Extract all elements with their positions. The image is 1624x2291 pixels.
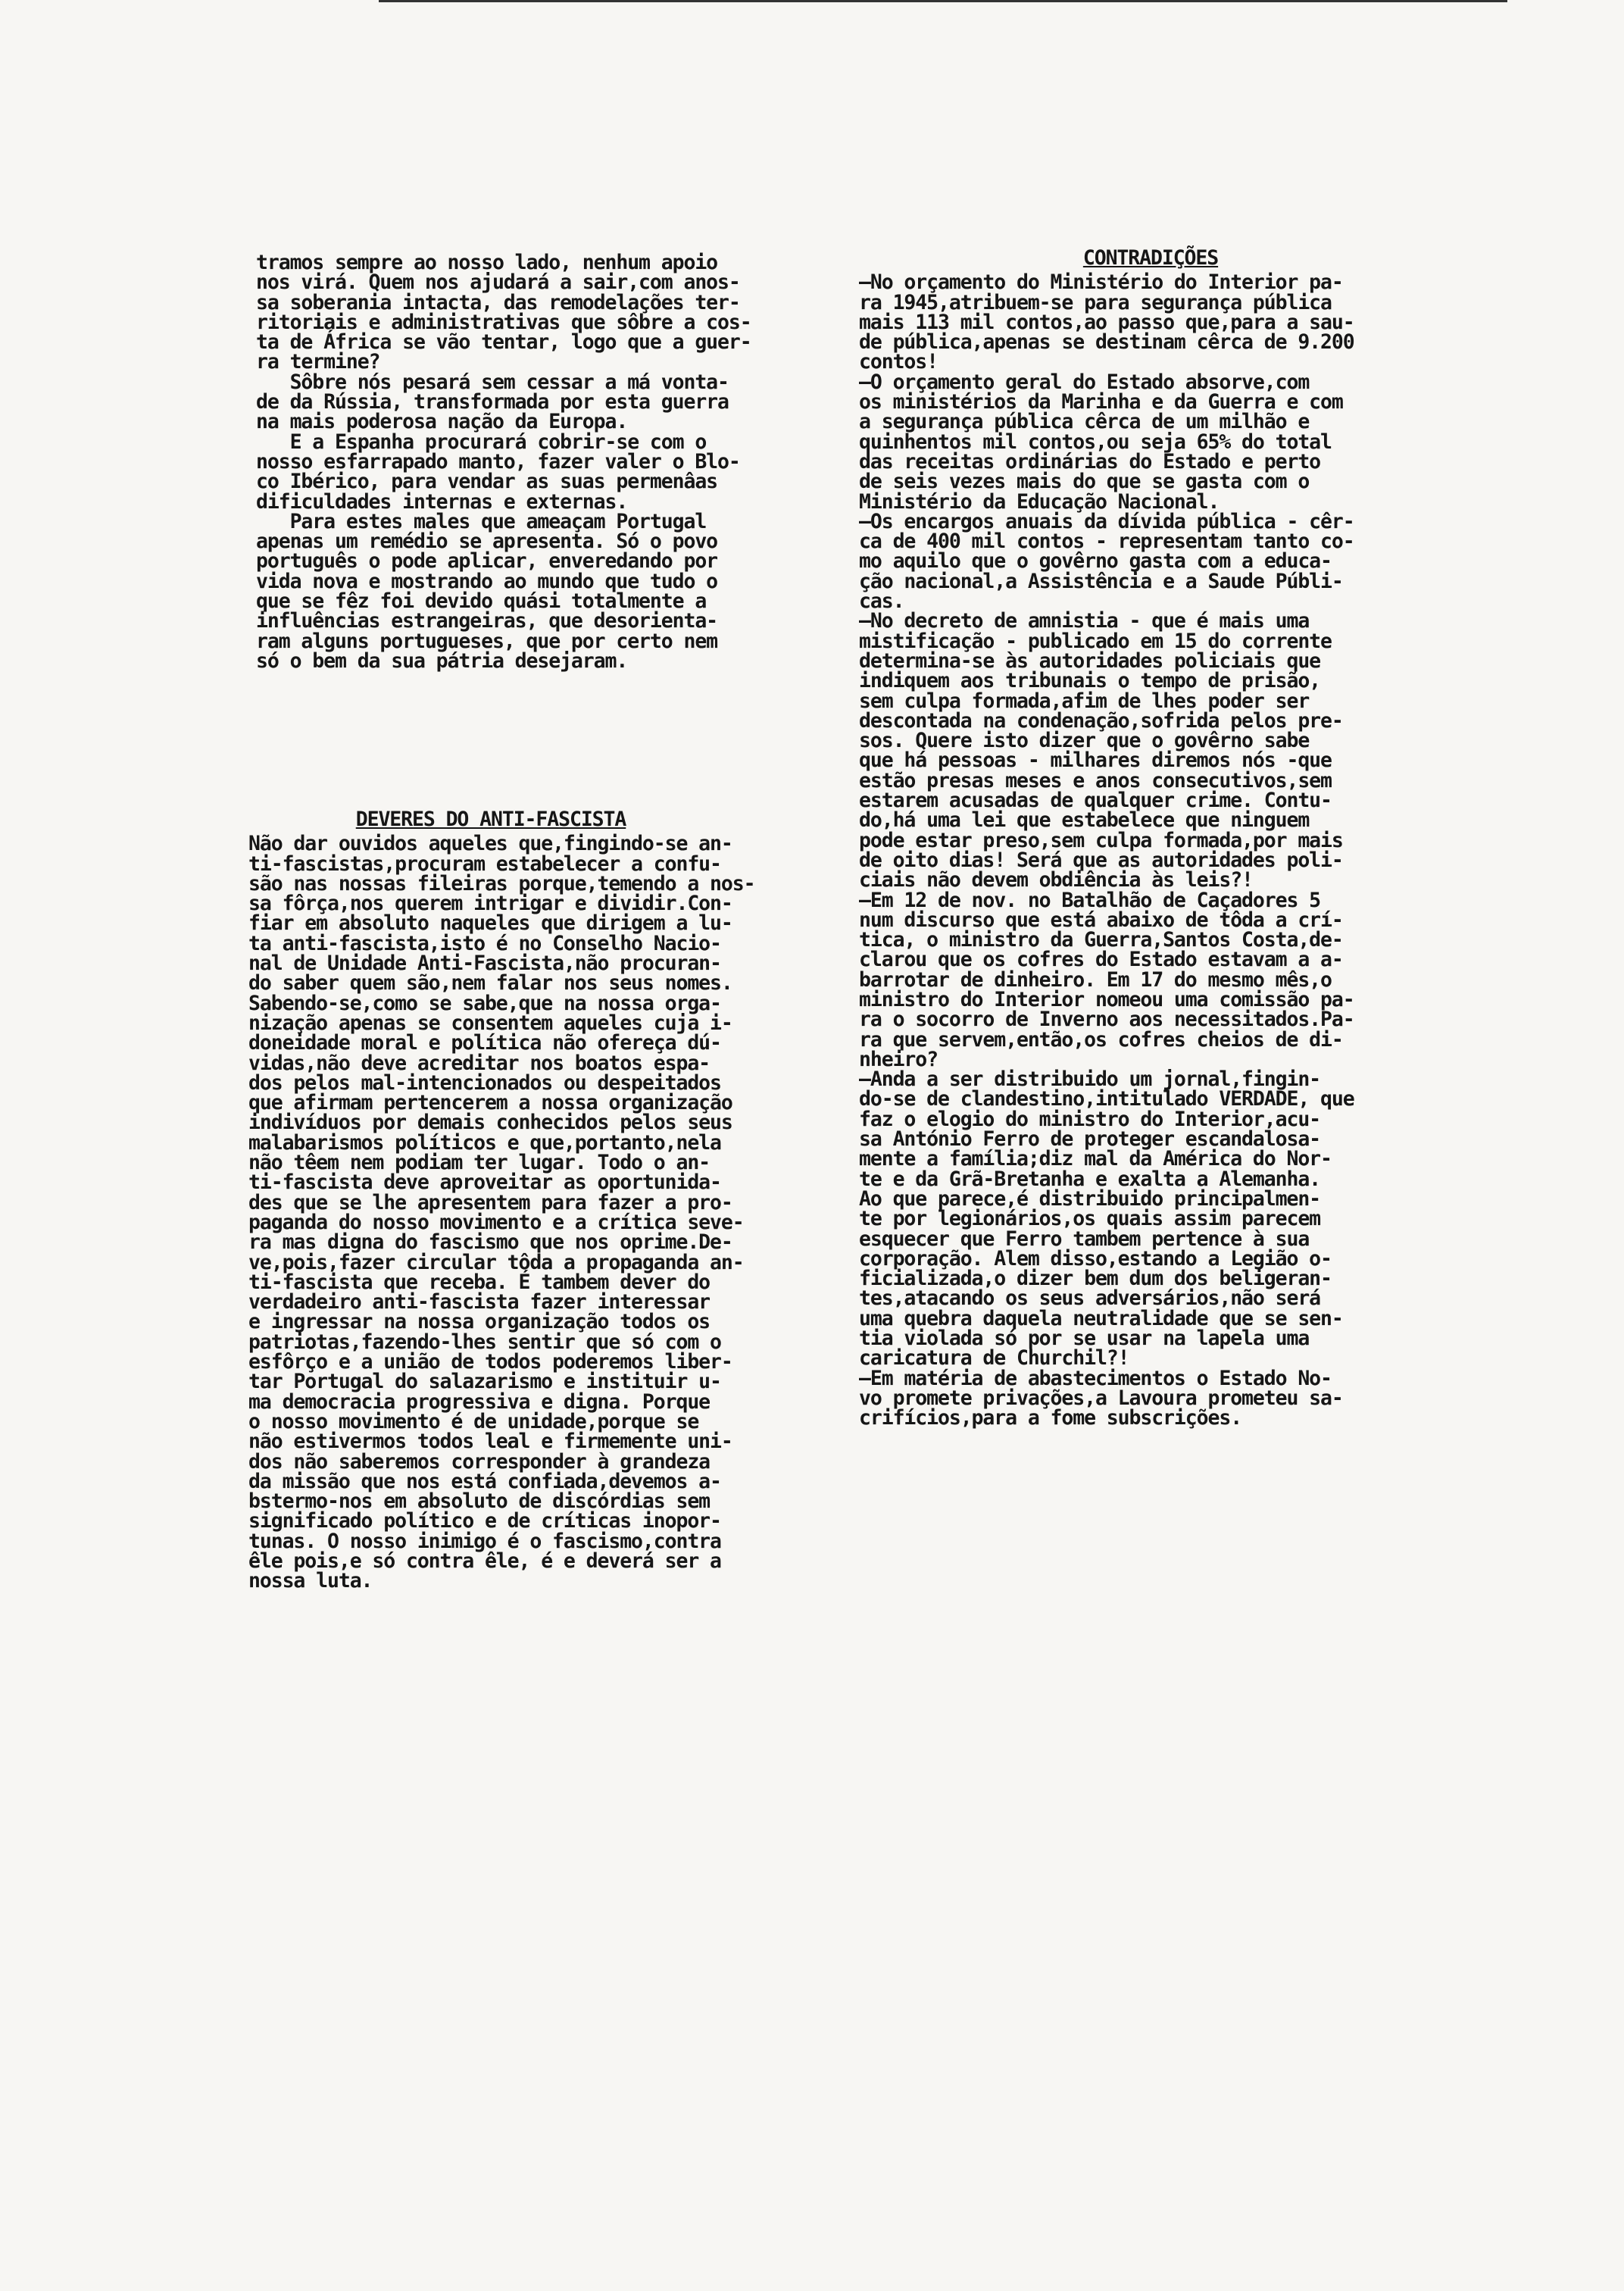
- deveres-heading: DEVERES DO ANTI-FASCISTA: [355, 808, 626, 831]
- text-line: na mais poderosa nação da Europa.: [256, 410, 628, 434]
- text-line: sa soberania intacta, das remodelações ter-: [256, 290, 740, 314]
- text-line: —Em matéria de abastecimentos o Estado No-: [859, 1366, 1332, 1390]
- text-line: —No decreto de amnistia - que é mais uma: [859, 609, 1310, 633]
- text-line: ministro do Interior nomeou uma comissão pa-: [859, 987, 1354, 1011]
- text-line: te por legionários,os quais assim parecem: [859, 1207, 1321, 1231]
- deveres-section: [248, 810, 839, 1592]
- text-line: fiar em absoluto naqueles que dirigem a lu-: [248, 911, 732, 936]
- text-line: barrotar de dinheiro. Em 17 do mesmo mês,o: [859, 967, 1332, 992]
- text-line: determina-se às autoridades policiais que: [859, 649, 1321, 673]
- text-line: de pública,apenas se destinam cêrca de 9.200: [859, 330, 1354, 355]
- text-line: nal de Unidade Anti-Fascista,não procuran-: [248, 952, 721, 976]
- text-line: tunas. O nosso inimigo é o fascismo,contra: [248, 1529, 721, 1553]
- text-line: uma quebra daquela neutralidade que se sen-: [859, 1306, 1343, 1330]
- text-line: ve,pois,fazer circular tôda a propaganda an-: [248, 1250, 744, 1274]
- text-line: caricatura de Churchil?!: [859, 1346, 1129, 1371]
- text-line: ção nacional,a Assistência e a Saude Públi-: [859, 569, 1343, 593]
- text-line: e ingressar na nossa organização todos os: [248, 1310, 710, 1334]
- text-line: Sabendo-se,como se sabe,que na nossa orga-: [248, 991, 721, 1015]
- text-line: esfôrço e a união de todos poderemos liber-: [248, 1350, 732, 1374]
- text-line: tes,atacando os seus adversários,não será: [859, 1286, 1321, 1311]
- text-line: mente a família;diz mal da América do Nor-: [859, 1147, 1332, 1171]
- text-line: ta de África se vão tentar, logo que a guer-: [256, 330, 751, 355]
- text-line: Para estes males que ameaçam Portugal: [256, 509, 707, 533]
- text-line: corporação. Alem disso,estando a Legião o-: [859, 1246, 1332, 1271]
- text-line: doneidade moral e política não ofereça dú-: [248, 1031, 721, 1055]
- text-line: estarem acusadas de qualquer crime. Contu-: [859, 789, 1332, 813]
- text-line: tia violada só por se usar na lapela uma: [859, 1327, 1310, 1351]
- text-line: ra mas digna do fascismo que nos oprime.De-: [248, 1230, 732, 1255]
- text-line: ti-fascistas,procuram estabelecer a confu-: [248, 852, 721, 876]
- text-line: clarou que os cofres do Estado estavam a a-: [859, 948, 1343, 972]
- text-line: ma democracia progressiva e digna. Porque: [248, 1389, 710, 1414]
- text-line: ra o socorro de Inverno aos necessitados.Pa-: [859, 1008, 1354, 1032]
- text-line: significado político e de críticas inopor-: [248, 1509, 721, 1533]
- text-line: pode estar preso,sem culpa formada,por mais: [859, 828, 1343, 852]
- text-line: vida nova e mostrando ao mundo que tudo o: [256, 569, 718, 593]
- text-line: verdadeiro anti-fascista fazer interessar: [248, 1290, 710, 1314]
- text-line: contos!: [859, 350, 938, 374]
- text-line: ra que servem,então,os cofres cheios de di-: [859, 1027, 1343, 1052]
- text-line: de seis vezes mais do que se gasta com o: [859, 470, 1310, 494]
- text-line: não estivermos todos leal e firmemente uni-: [248, 1430, 732, 1454]
- text-line: descontada na condenação,sofrida pelos pre-: [859, 708, 1343, 733]
- text-line: dificuldades internas e externas.: [256, 489, 628, 514]
- text-line: num discurso que está abaixo de tôda a crí-: [859, 908, 1343, 932]
- text-line: Não dar ouvidos aqueles que,fingindo-se an-: [248, 832, 732, 856]
- text-line: do,há uma lei que estabelece que ninguem: [859, 808, 1310, 833]
- text-line: dos pelos mal-intencionados ou despeitados: [248, 1070, 721, 1095]
- text-line: ti-fascista deve aproveitar as oportunida-: [248, 1171, 721, 1195]
- text-line: faz o elogio do ministro do Interior,acu-: [859, 1107, 1321, 1131]
- text-line: o nosso movimento é de unidade,porque se: [248, 1409, 699, 1433]
- text-line: que afirmam pertencerem a nossa organização: [248, 1091, 732, 1115]
- text-line: nosso esfarrapado manto, fazer valer o Blo-: [256, 449, 740, 474]
- text-line: ram alguns portugueses, que por certo nem: [256, 629, 718, 653]
- text-line: tica, o ministro da Guerra,Santos Costa,de-: [859, 928, 1343, 952]
- text-line: Ao que parece,é distribuido principalmen-: [859, 1186, 1321, 1211]
- text-line: influências estrangeiras, que desorienta-: [256, 609, 718, 633]
- text-line: —Em 12 de nov. no Batalhão de Caçadores 5: [859, 888, 1321, 912]
- text-line: estão presas meses e anos consecutivos,sem: [859, 768, 1332, 792]
- text-line: cas.: [859, 589, 904, 614]
- text-line: nização apenas se consentem aqueles cuja i-: [248, 1011, 732, 1035]
- text-line: Ministério da Educação Nacional.: [859, 489, 1220, 514]
- text-line: os ministérios da Marinha e da Guerra e com: [859, 390, 1343, 414]
- contradicoes-section: [859, 248, 1465, 1429]
- text-line: ti-fascista que receba. É tambem dever do: [248, 1270, 710, 1294]
- text-line: sem culpa formada,afim de lhes poder ser: [859, 689, 1310, 713]
- text-line: mo aquilo que o govêrno gasta com a educa-: [859, 549, 1332, 574]
- text-line: de oito dias! Será que as autoridades poli-: [859, 848, 1343, 872]
- text-line: mistificação - publicado em 15 do corrente: [859, 629, 1332, 653]
- text-line: E a Espanha procurará cobrir-se com o: [256, 430, 707, 454]
- text-line: —O orçamento geral do Estado absorve,com: [859, 370, 1310, 394]
- text-line: dos não saberemos corresponder à grandeza: [248, 1449, 710, 1474]
- text-line: nossa luta.: [248, 1569, 373, 1593]
- text-line: não têem nem podiam ter lugar. Todo o an-: [248, 1151, 710, 1175]
- text-line: que há pessoas - milhares diremos nós -que: [859, 749, 1332, 773]
- text-line: ta anti-fascista,isto é no Conselho Nacio-: [248, 931, 721, 955]
- text-line: crifícios,para a fome subscrições.: [859, 1406, 1242, 1430]
- text-line: indivíduos por demais conhecidos pelos seus: [248, 1111, 732, 1135]
- text-line: quinhentos mil contos,ou seja 65% do total: [859, 430, 1332, 454]
- text-line: vo promete privações,a Lavoura prometeu sa-: [859, 1386, 1343, 1410]
- text-line: —Anda a ser distribuido um jornal,fingin-: [859, 1067, 1321, 1092]
- text-line: Sôbre nós pesará sem cessar a má vonta-: [256, 370, 729, 394]
- text-line: do saber quem são,nem falar nos seus nomes.: [248, 971, 732, 995]
- text-line: de da Rússia, transformada por esta guerra: [256, 390, 729, 414]
- text-line: malabarismos políticos e que,portanto,nela: [248, 1130, 721, 1155]
- text-line: te e da Grã-Bretanha e exalta a Alemanha.: [859, 1167, 1321, 1191]
- text-line: nheiro?: [859, 1047, 938, 1071]
- text-line: —No orçamento do Ministério do Interior pa-: [859, 270, 1343, 295]
- text-line: ra termine?: [256, 350, 380, 374]
- text-line: paganda do nosso movimento e a crítica seve-: [248, 1210, 744, 1234]
- text-line: ca de 400 mil contos - representam tanto co-: [859, 530, 1354, 554]
- text-line: tar Portugal do salazarismo e instituir u-: [248, 1370, 721, 1394]
- text-line: da missão que nos está confiada,devemos a-: [248, 1469, 721, 1493]
- top-edge-rule: [379, 0, 1507, 2]
- text-line: ficializada,o dizer bem dum dos beligeran-: [859, 1267, 1332, 1291]
- text-line: que se fêz foi devido quási totalmente a: [256, 589, 707, 614]
- text-line: do-se de clandestino,intitulado VERDADE, que: [859, 1087, 1354, 1111]
- text-line: êle pois,e só contra êle, é e deverá ser a: [248, 1549, 721, 1573]
- text-line: ritoriais e administrativas que sôbre a cos-: [256, 310, 751, 334]
- text-line: nos virá. Quem nos ajudará a sair,com anos-: [256, 270, 740, 295]
- text-line: patriotas,fazendo-lhes sentir que só com o: [248, 1330, 721, 1354]
- text-line: vidas,não deve acreditar nos boatos espa-: [248, 1051, 710, 1075]
- text-line: das receitas ordinárias do Estado e perto: [859, 449, 1321, 474]
- text-line: são nas nossas fileiras porque,temendo a nos-: [248, 871, 755, 895]
- text-line: a segurança pública cêrca de um milhão e: [859, 410, 1310, 434]
- text-line: mais 113 mil contos,ao passo que,para a sau-: [859, 310, 1354, 334]
- text-line: ciais não devem obdiência às leis?!: [859, 868, 1253, 892]
- text-line: esquecer que Ferro tambem pertence à sua: [859, 1227, 1310, 1251]
- text-line: indiquem aos tribunais o tempo de prisão,: [859, 669, 1321, 693]
- contradicoes-heading: CONTRADIÇÕES: [1082, 246, 1219, 270]
- text-line: sos. Quere isto dizer que o govêrno sabe: [859, 729, 1310, 753]
- text-line: sa António Ferro de proteger escandalosa-: [859, 1127, 1321, 1152]
- text-line: só o bem da sua pátria desejaram.: [256, 649, 628, 673]
- text-line: ra 1945,atribuem-se para segurança pública: [859, 290, 1332, 314]
- left-column-top-text: [256, 253, 832, 671]
- text-line: co Ibérico, para vendar as suas permenâas: [256, 470, 718, 494]
- text-line: português o pode aplicar, enveredando por: [256, 549, 718, 574]
- text-line: apenas um remédio se apresenta. Só o povo: [256, 530, 718, 554]
- text-line: sa fôrça,nos querem intrigar e dividir.Con-: [248, 892, 732, 916]
- text-line: tramos sempre ao nosso lado, nenhum apoio: [256, 251, 718, 274]
- text-line: des que se lhe apresentem para fazer a pro-: [248, 1190, 732, 1214]
- text-line: bstermo-nos em absoluto de discórdias sem: [248, 1489, 710, 1514]
- text-line: —Os encargos anuais da dívida pública - cêr-: [859, 509, 1354, 533]
